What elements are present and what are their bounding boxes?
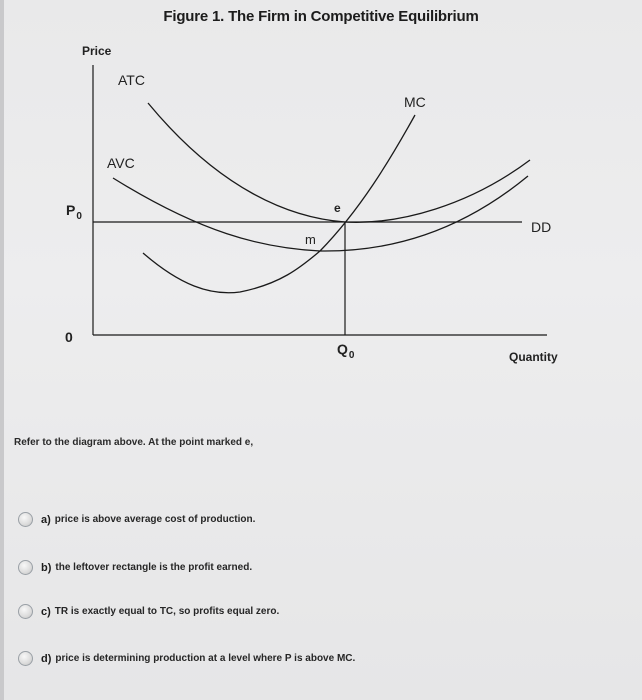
quantity-q0-label: $Q_0$: [337, 341, 355, 361]
option-b[interactable]: [18, 560, 252, 575]
option-d-key: d): [41, 652, 52, 665]
price-p0-label: $P_0$: [66, 202, 82, 222]
point-e-label: e: [334, 201, 341, 215]
option-c-text: TR is exactly equal to TC, so profits equal zero.: [54, 606, 280, 617]
avc-label: AVC: [107, 155, 135, 171]
atc-label: ATC: [118, 72, 145, 88]
option-c-key: c): [41, 605, 51, 618]
radio-button-d[interactable]: [18, 651, 33, 666]
figure-title: Figure 1. The Firm in Competitive Equilibrium: [163, 8, 479, 25]
dd-label: DD: [531, 219, 552, 235]
option-c[interactable]: [18, 604, 279, 619]
y-axis-label: Price: [82, 44, 112, 58]
point-m-label: m: [305, 232, 316, 247]
radio-button-c[interactable]: [18, 604, 33, 619]
option-a[interactable]: [18, 512, 255, 527]
avc-curve: [113, 176, 528, 251]
question-prompt: Refer to the diagram above. At the point marked e,: [14, 437, 254, 448]
option-d-text: price is determining production at a level where P is above MC.: [55, 653, 356, 664]
option-b-key: b): [41, 561, 52, 574]
option-a-text: price is above average cost of production.: [54, 514, 256, 525]
option-d[interactable]: [18, 651, 355, 666]
x-axis-label: Quantity: [509, 350, 558, 364]
radio-button-a[interactable]: [18, 512, 33, 527]
mc-label: MC: [404, 94, 426, 110]
radio-button-b[interactable]: [18, 560, 33, 575]
origin-label: 0: [65, 329, 73, 345]
option-a-key: a): [41, 513, 51, 526]
option-b-text: the leftover rectangle is the profit earned.: [55, 562, 253, 573]
